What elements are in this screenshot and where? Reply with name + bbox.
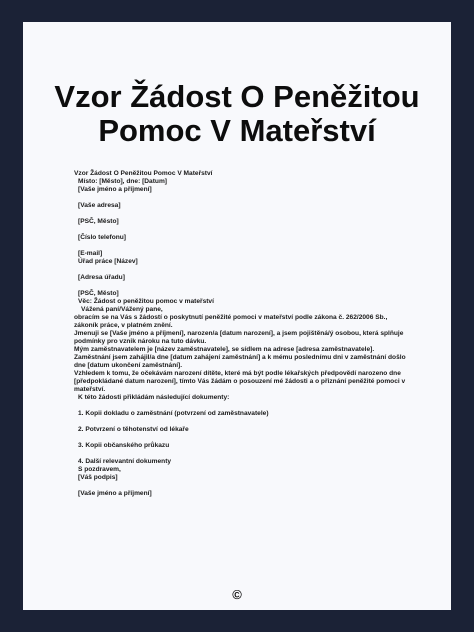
list-item: 4. Další relevantní dokumenty: [78, 458, 172, 465]
sender-email: [E-mail]: [78, 250, 103, 257]
letter-salutation: Vážená paní/Vážený pane,: [81, 306, 163, 313]
sender-name: [Vaše jméno a příjmení]: [78, 186, 152, 193]
sender-zip-city: [PSČ, Město]: [78, 218, 119, 225]
paragraph-line: Zaměstnání jsem zahájil/a dne [datum zahájení zaměstnání] a k mému poslednímu dni v zaměstnání došlo: [74, 354, 406, 361]
paragraph-line: dne [datum ukončení zaměstnání].: [74, 362, 183, 369]
page-title: [23, 80, 451, 148]
office-name: Úřad práce [Název]: [78, 258, 138, 265]
sender-phone: [Číslo telefonu]: [78, 234, 126, 241]
document-page: [23, 22, 451, 610]
letter-subject: Věc: Žádost o peněžitou pomoc v mateřství: [78, 298, 214, 305]
paragraph-line: Jmenuji se [Vaše jméno a příjmení], narozen/a [datum narození], a jsem pojištěná/ý osobou, která splňuje: [74, 330, 404, 337]
list-item: 3. Kopii občanského průkazu: [78, 442, 170, 449]
list-item: 1. Kopii dokladu o zaměstnání (potvrzení od zaměstnavatele): [78, 410, 269, 417]
signature-placeholder: [Váš podpis]: [78, 474, 118, 481]
paragraph-line: Mým zaměstnavatelem je [název zaměstnavatele], se sídlem na adrese [adresa zaměstnavatele].: [74, 346, 375, 353]
paragraph-line: mateřství.: [74, 386, 106, 393]
paragraph-line: zákoník práce, v platném znění.: [74, 322, 173, 329]
copyright-mark: ©: [232, 587, 242, 602]
paragraph-line: [předpokládané datum narození], tímto Vás žádám o posouzení mé žádosti a o přiznání peněžité pomoci v: [74, 378, 406, 385]
letter-closing: S pozdravem,: [78, 466, 121, 473]
office-zip-city: [PSČ, Město]: [78, 290, 119, 297]
letter-heading: Vzor Žádost O Peněžitou Pomoc V Mateřství: [74, 170, 213, 177]
paragraph-line: podmínky pro vznik nároku na tuto dávku.: [74, 338, 207, 345]
list-item: 2. Potvrzení o těhotenství od lékaře: [78, 426, 189, 433]
attachments-intro: K této žádosti přikládám následující dokumenty:: [78, 394, 230, 401]
place-date: Místo: [Město], dne: [Datum]: [78, 178, 168, 185]
sender-address: [Vaše adresa]: [78, 202, 121, 209]
paragraph-line: Vzhledem k tomu, že očekávám narození dítěte, které má být podle lékařských předpovědí narozeno dne: [74, 370, 401, 377]
title-line-1: Vzor Žádost O Peněžitou: [54, 79, 420, 114]
paragraph-line: obracím se na Vás s žádostí o poskytnutí peněžité pomoci v mateřství podle zákona č. 262/2006 Sb.,: [74, 314, 388, 321]
title-line-2: Pomoc V Mateřství: [98, 113, 376, 148]
office-address: [Adresa úřadu]: [78, 274, 125, 281]
signature-name: [Vaše jméno a příjmení]: [78, 490, 152, 497]
